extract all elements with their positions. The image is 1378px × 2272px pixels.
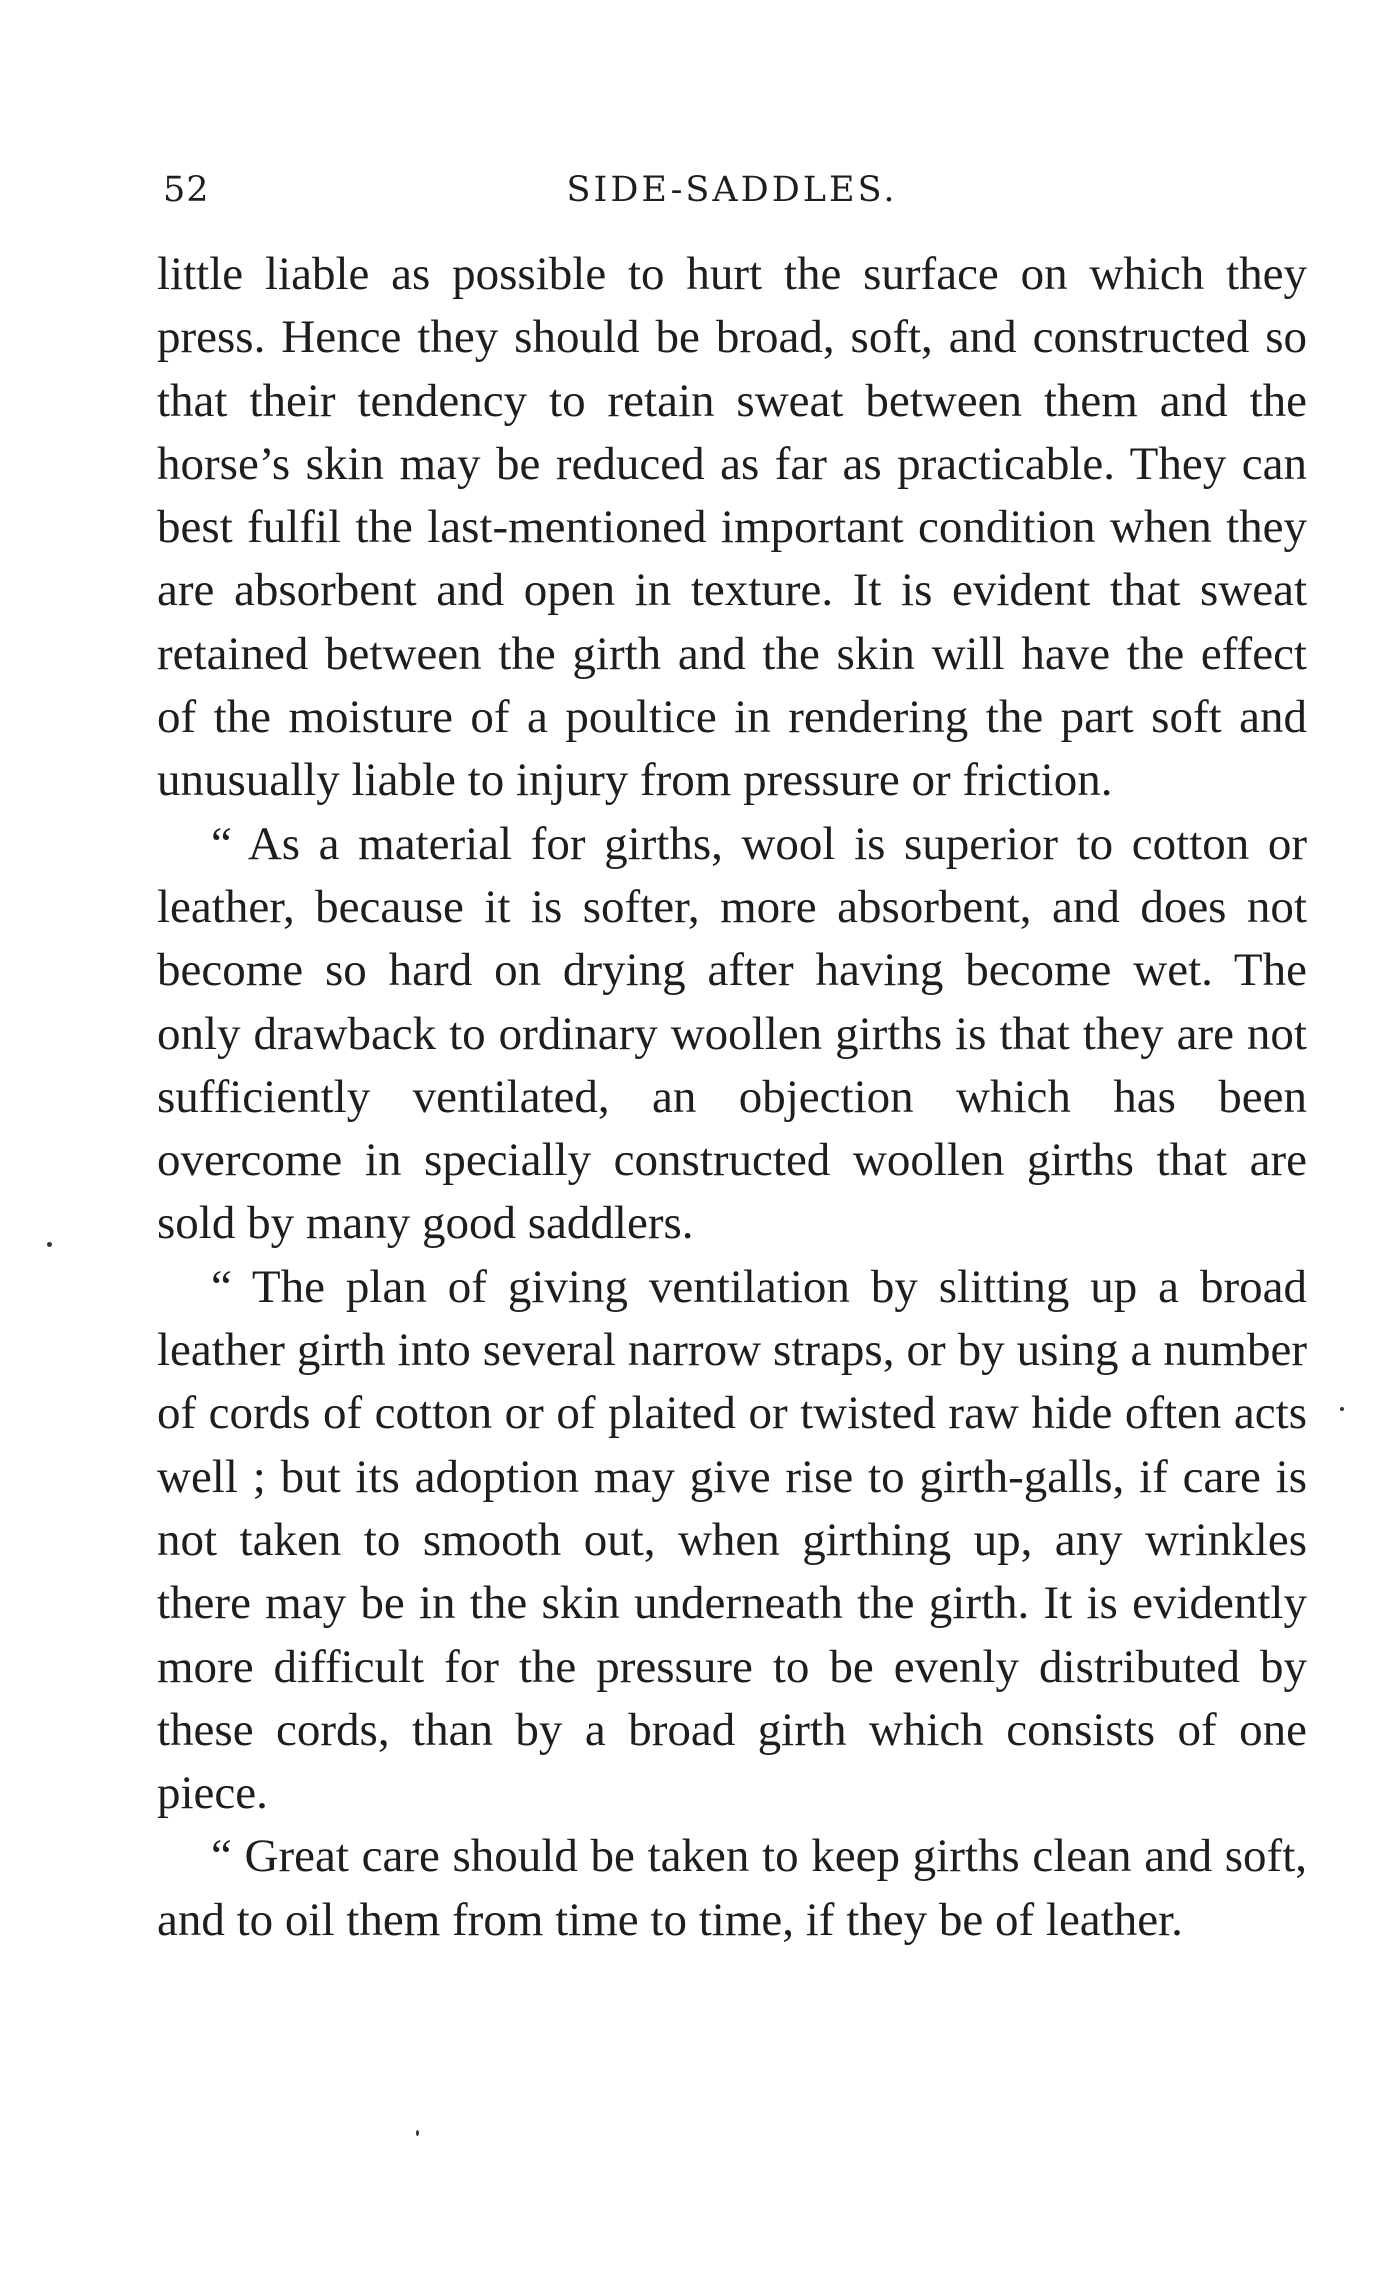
scan-speck bbox=[1340, 1407, 1344, 1411]
paragraph-continuation: little liable as possible to hurt the surface on which they press. Hence they should be broad, soft, and constructed so that their tendency to retain sweat between them and the horse’s skin may be reduced as far as practicable. They can best fulfil the last-mentioned important condition when they are absorbent and open in texture. It is evident that sweat retained between the girth and the skin will have the effect of the moisture of a poultice in rendering the part soft and unusually liable to injury from pressure or friction. bbox=[157, 248, 1307, 807]
page-header bbox=[157, 160, 1307, 220]
paragraph-wool-girths: “ As a material for girths, wool is superior to cotton or leather, because it is softer, more absorbent, and does not become so hard on drying after having become wet. The only drawback to ordinary woollen girths is that they are not sufficiently ventilated, an objection which has been overcome in specially constructed woollen girths that are sold by many good saddlers. bbox=[157, 817, 1307, 1250]
paragraph-care: “ Great care should be taken to keep girths clean and soft, and to oil them from time to time, if they be of leather. bbox=[157, 1830, 1307, 1946]
page-number: 52 bbox=[163, 170, 210, 210]
paragraph-ventilation: “ The plan of giving ventilation by slitting up a broad leather girth into several narrow straps, or by using a number of cords of cotton or of plaited or twisted raw hide often acts well ; but its adoption may give rise to girth-galls, if care is not taken to smooth out, when girthing up, any wrinkles there may be in the skin underneath the girth. It is evidently more difficult for the pressure to be evenly distributed by these cords, than by a broad girth which consists of one piece. bbox=[157, 1260, 1307, 1820]
scan-speck bbox=[416, 2130, 419, 2136]
running-title: SIDE-SADDLES. bbox=[566, 170, 898, 210]
scan-speck bbox=[47, 1242, 52, 1247]
body-text bbox=[157, 243, 1307, 1952]
